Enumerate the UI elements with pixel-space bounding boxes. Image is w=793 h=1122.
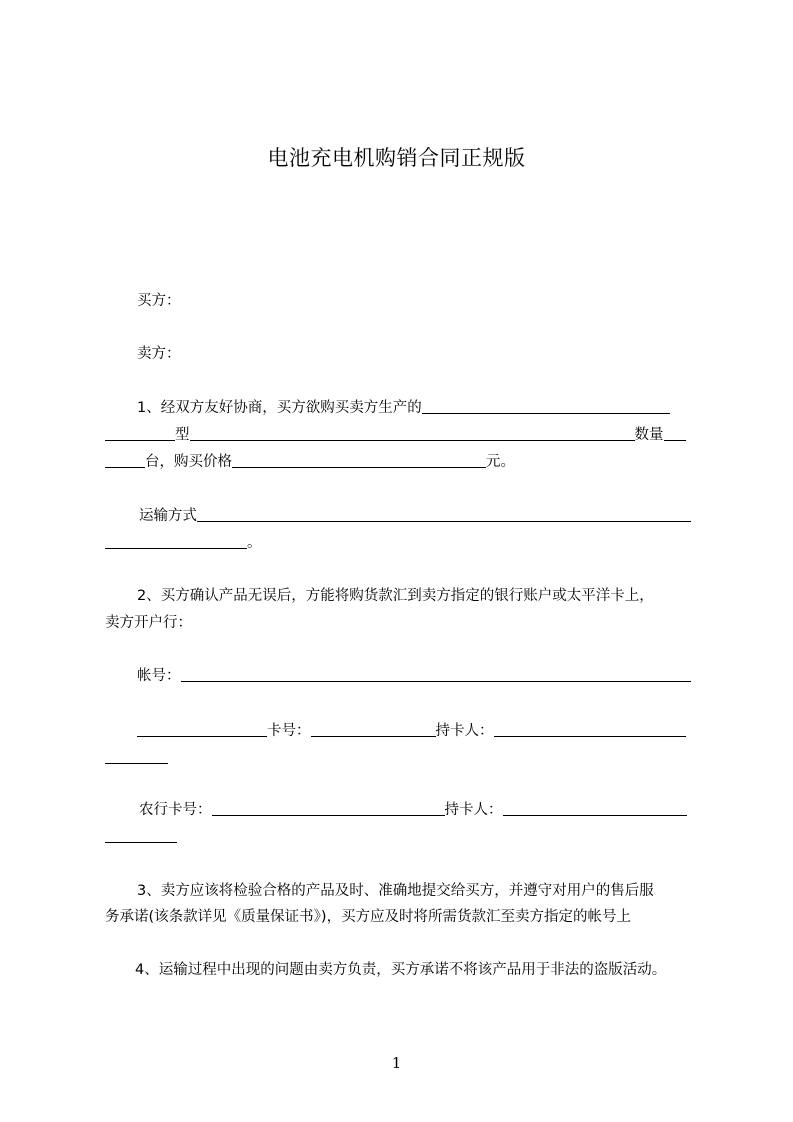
document-title: 电池充电机购销合同正规版: [267, 146, 526, 170]
quantity-label: 数量: [634, 427, 664, 443]
account-label: 帐号：: [137, 668, 181, 684]
bank-label: 卖方开户行：: [105, 615, 192, 631]
agri-card-label: 农行卡号：: [139, 802, 212, 818]
transport-blank-cont: [105, 531, 247, 549]
model-label: 型: [175, 427, 190, 443]
clause1-line1: [137, 394, 701, 422]
buyer-label: 买方：: [137, 293, 181, 309]
transport-line2: [105, 529, 701, 557]
clause3-line2: [105, 903, 701, 931]
clause3-text: 3、卖方应该将检验合格的产品及时、准确地提交给买方，并遵守对用户的售后服: [137, 883, 654, 899]
model-blank: [190, 423, 635, 441]
clause4-line: [135, 956, 715, 984]
price-blank: [232, 450, 486, 468]
clause1-text: 1、经双方友好协商，买方欲购买卖方生产的: [137, 400, 422, 416]
quantity-blank: [664, 423, 686, 441]
card-line: [137, 717, 701, 745]
clause3-text-cont: 务承诺(该条款详见《质量保证书》)，买方应及时将所需货款汇至卖方指定的帐号上: [105, 909, 632, 925]
agri-card-blank: [212, 798, 445, 816]
cardholder-blank-2: [503, 798, 687, 816]
transport-blank: [197, 504, 691, 522]
page-number: 1: [391, 1054, 402, 1072]
clause2-line2: [105, 609, 701, 637]
bank-name-blank: [137, 719, 267, 737]
cardholder-label: 持卡人：: [435, 723, 494, 739]
cardholder-blank: [494, 719, 686, 737]
account-blank: [181, 664, 691, 682]
transport-line: [139, 502, 701, 530]
cardholder-blank-cont: [105, 746, 168, 764]
clause1-line2: [105, 421, 701, 449]
clause4-text: 4、运输过程中出现的问题由卖方负责，买方承诺不将该产品用于非法的盗版活动。: [135, 962, 667, 978]
card-number-label: 卡号：: [267, 723, 311, 739]
yuan-text: 元。: [486, 454, 515, 470]
card-line2: [105, 744, 701, 772]
card-number-blank: [311, 719, 436, 737]
account-line: [137, 662, 701, 690]
clause2-text: 2、买方确认产品无误后，方能将购货款汇到卖方指定的银行账户或太平洋卡上，: [137, 588, 654, 604]
agri-card-line: [139, 796, 701, 824]
brand-blank: [105, 423, 175, 441]
seller-label: 卖方：: [137, 346, 181, 362]
transport-end: 。: [247, 535, 262, 551]
quantity-blank-cont: [105, 450, 145, 468]
cardholder-label-2: 持卡人：: [444, 802, 503, 818]
clause2-line1: [137, 582, 701, 610]
agri-card-line2: [105, 823, 701, 851]
clause1-line3: [105, 448, 701, 476]
unit-price-text: 台，购买价格: [145, 454, 232, 470]
seller-line: [137, 340, 733, 368]
cardholder-blank-2-cont: [105, 825, 177, 843]
buyer-line: [137, 287, 733, 315]
product-blank: [422, 396, 670, 414]
clause3-line1: [137, 877, 701, 905]
transport-label: 运输方式: [139, 508, 197, 524]
